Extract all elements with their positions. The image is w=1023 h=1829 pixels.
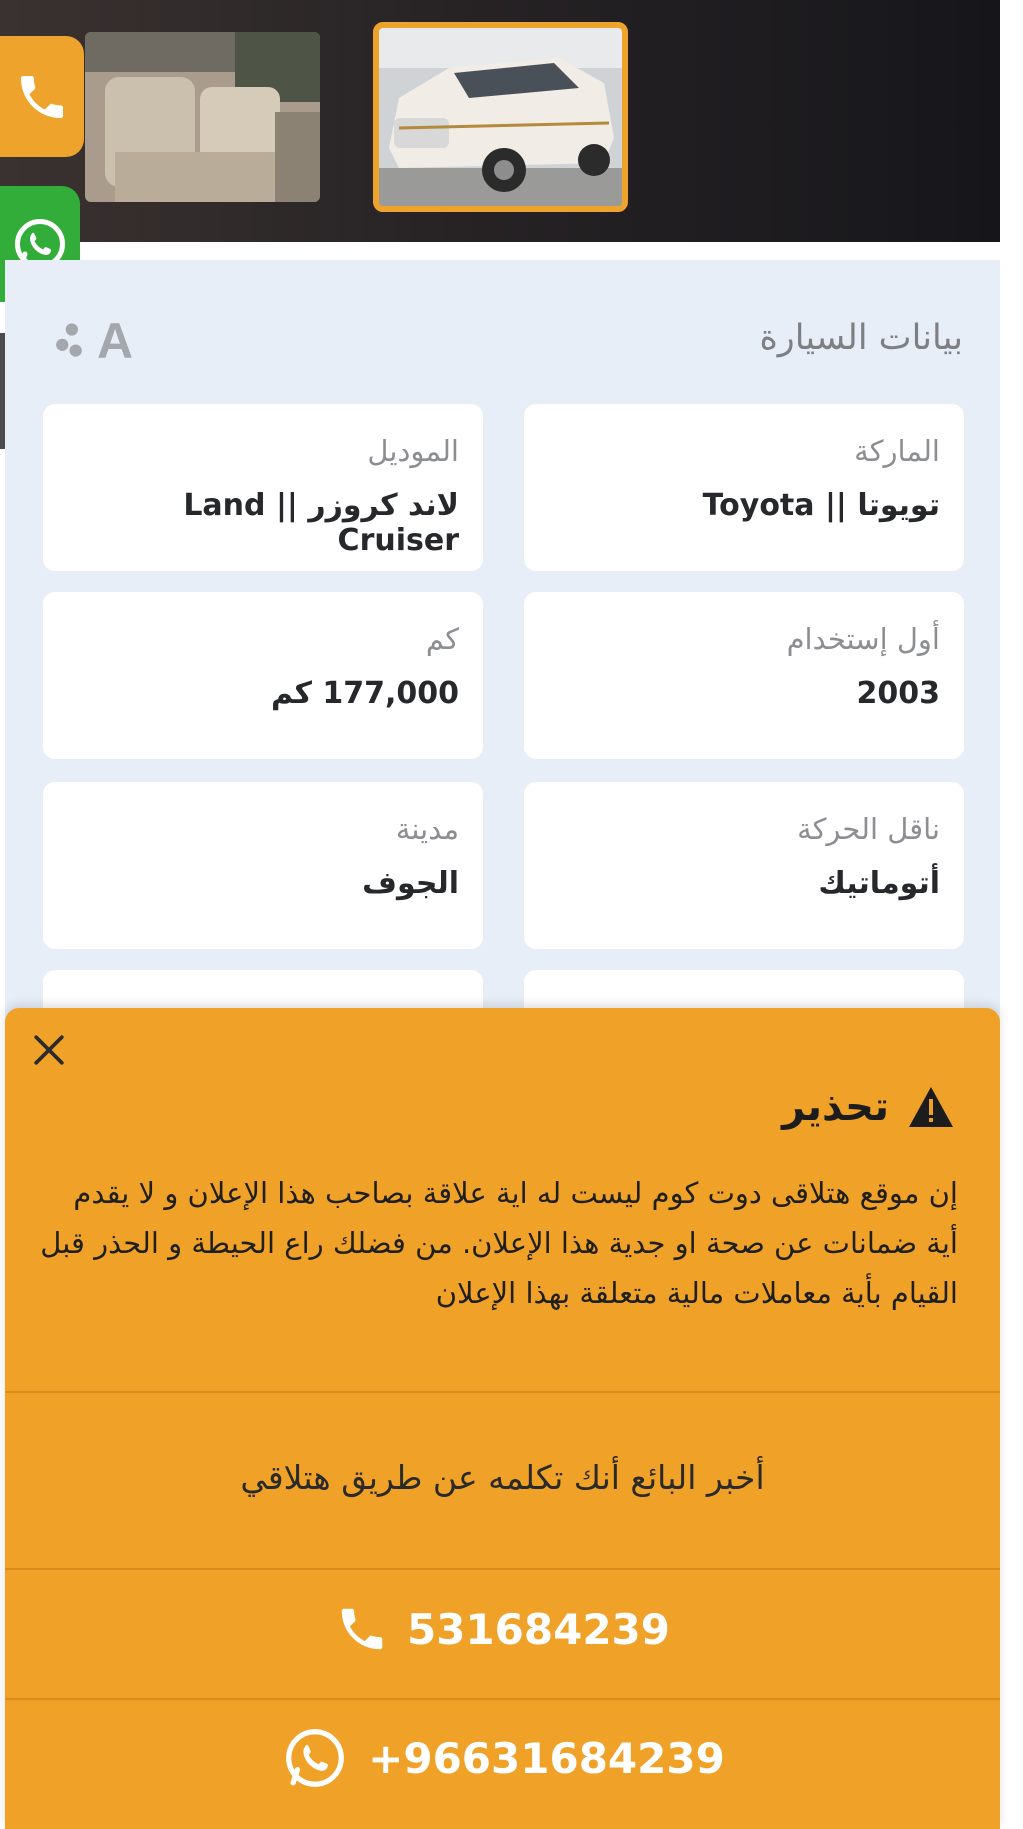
spec-value: 177,000 كم — [270, 676, 459, 711]
phone-number[interactable]: 531684239 — [406, 1604, 670, 1654]
gallery-thumbnail-exterior[interactable] — [373, 22, 628, 212]
spec-card-first-use — [524, 592, 964, 759]
divider — [5, 1391, 1000, 1393]
warning-heading — [782, 1084, 955, 1130]
call-phone-button[interactable] — [5, 1594, 1000, 1664]
divider — [5, 1568, 1000, 1570]
specs-title: بيانات السيارة — [759, 318, 963, 358]
warning-sheet — [5, 1008, 1000, 1829]
spec-value: الجوف — [362, 866, 459, 901]
whatsapp-number[interactable]: +96631684239 — [368, 1733, 725, 1783]
tell-seller-text: أخبر البائع أنك تكلمه عن طريق هتلاقي — [240, 1458, 765, 1497]
spec-label: أول إستخدام — [786, 622, 940, 656]
spec-card-brand — [524, 404, 964, 571]
phone-icon — [14, 69, 70, 125]
spec-card-city — [43, 782, 483, 949]
font-size-tools[interactable] — [45, 312, 133, 370]
spec-label: الماركة — [854, 434, 940, 468]
photo-gallery — [0, 0, 1000, 242]
spec-label: كم — [425, 622, 459, 656]
close-icon[interactable] — [27, 1028, 71, 1072]
spec-label: ناقل الحركة — [797, 812, 940, 846]
spec-value: 2003 — [856, 676, 940, 711]
spec-value: تويوتا || Toyota — [702, 488, 940, 523]
spec-card-transmission — [524, 782, 964, 949]
warning-triangle-icon — [907, 1085, 955, 1129]
car-specs-panel — [5, 260, 1000, 1020]
font-size-letter[interactable]: A — [97, 313, 134, 369]
divider — [5, 1698, 1000, 1700]
spec-label: مدينة — [395, 812, 459, 846]
spec-value: أتوماتيك — [818, 866, 940, 901]
warning-body: إن موقع هتلاقى دوت كوم ليست له اية علاقة بصاحب هذا الإعلان و لا يقدم أية ضمانات عن صحة او جدية هذا الإعلان. من فضلك راع الحيطة و الحذر قبل القيام بأية معاملات مالية متعلقة بهذا الإعلان — [40, 1176, 958, 1310]
gallery-thumbnail-interior[interactable] — [85, 32, 320, 202]
whatsapp-icon — [280, 1723, 350, 1793]
spec-value: لاند كروزر || Land Cruiser — [183, 488, 459, 558]
call-floating-button[interactable] — [0, 36, 84, 157]
whatsapp-contact-button[interactable] — [5, 1718, 1000, 1798]
warning-title: تحذير — [782, 1084, 889, 1130]
spec-card-mileage — [43, 592, 483, 759]
phone-icon — [335, 1602, 389, 1656]
spec-card-model — [43, 404, 483, 571]
spec-label: الموديل — [367, 434, 459, 468]
text-settings-icon — [45, 318, 91, 364]
